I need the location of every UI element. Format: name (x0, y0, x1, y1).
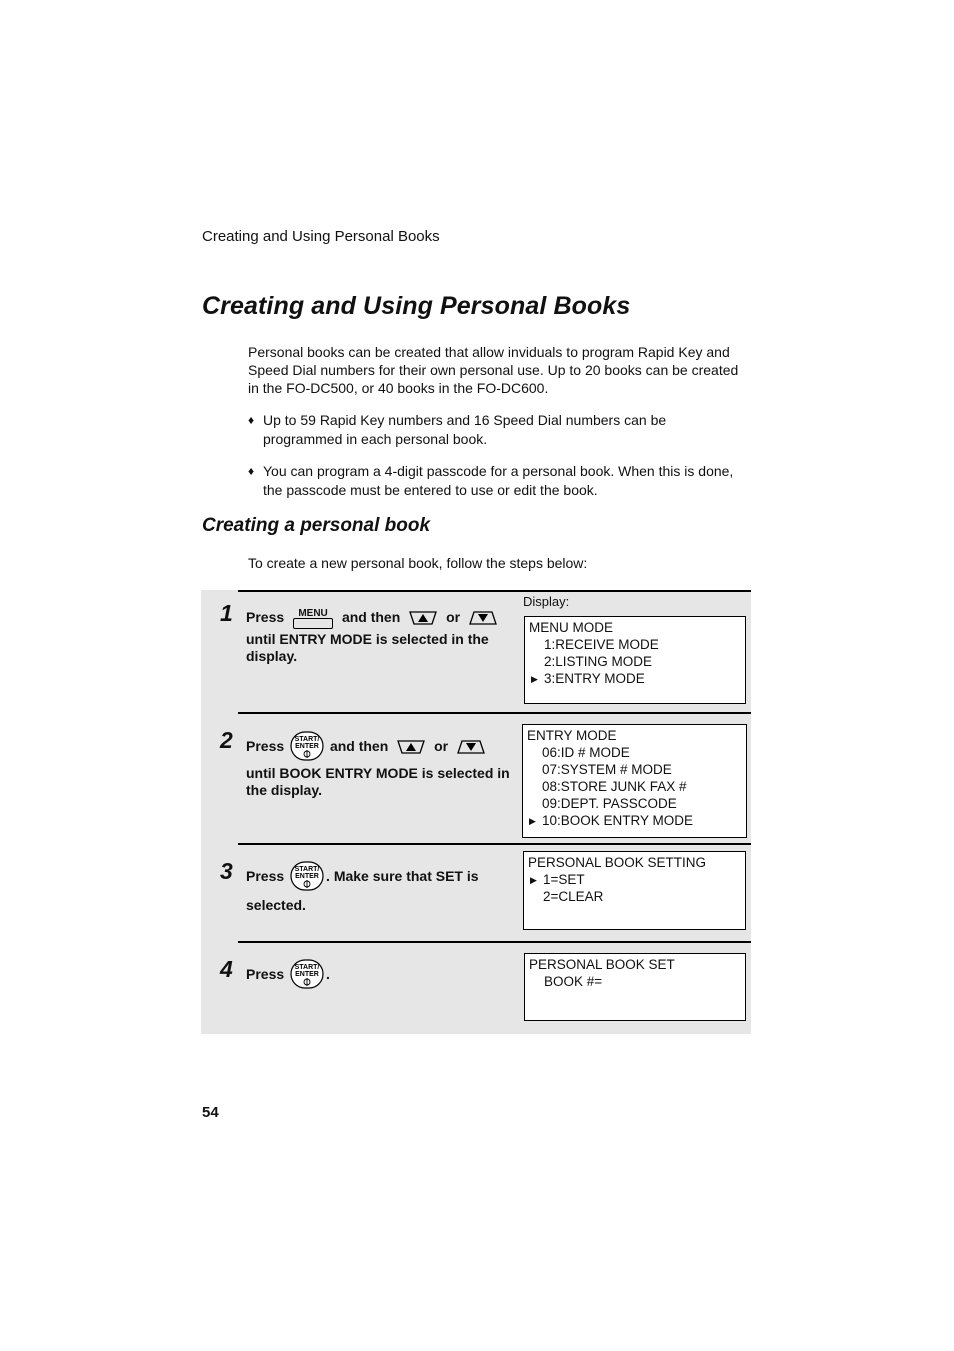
step-text-or: or (446, 609, 461, 625)
selection-arrow-icon: ▶ (529, 816, 536, 826)
up-arrow-key-icon (408, 609, 438, 627)
svg-text:START/: START/ (294, 964, 320, 971)
start-enter-key-icon (290, 861, 324, 891)
lcd-line-selected: ▶ 1=SET (530, 872, 585, 887)
bullet-icon: ♦ (248, 413, 255, 427)
step-text-after: . Make sure that SET is (326, 868, 479, 884)
step-text-until: until BOOK ENTRY MODE is selected in the display. (246, 765, 510, 798)
lcd-title: ENTRY MODE (527, 728, 617, 743)
svg-text:ENTER: ENTER (295, 873, 319, 880)
menu-key-label: MENU (298, 608, 328, 619)
selection-arrow-icon: ▶ (530, 875, 537, 885)
svg-text:ENTER: ENTER (295, 743, 319, 750)
bullet-text: You can program a 4-digit passcode for a personal book. When this is done, the passcode must be entered to use or edit the book. (263, 463, 734, 498)
bullet-item (248, 411, 748, 449)
page-number: 54 (202, 1104, 219, 1121)
step-4-instructions (246, 959, 511, 989)
lcd-title: PERSONAL BOOK SETTING (528, 855, 707, 870)
section-subtitle: Creating a personal book (202, 515, 431, 536)
step-text-and-then: and then (329, 738, 389, 754)
step-2-instructions (246, 731, 511, 799)
step-text-press: Press (246, 609, 285, 625)
lcd-line: 08:STORE JUNK FAX # (542, 779, 687, 794)
intro-paragraph: Personal books can be created that allow inviduals to program Rapid Key and Speed Dial numbers for their own personal use. Up to 20 books can be created in the FO-DC500, or 40 books in the FO-DC600. (248, 344, 739, 396)
step-divider (238, 941, 751, 943)
up-arrow-key-icon (396, 738, 426, 756)
down-arrow-key-icon (456, 738, 486, 756)
lcd-line-selected: ▶ 3:ENTRY MODE (531, 671, 645, 686)
lcd-line: BOOK #= (544, 974, 603, 989)
lcd-line: 07:SYSTEM # MODE (542, 762, 672, 777)
lcd-display (524, 953, 746, 1021)
lcd-display (524, 616, 746, 704)
step-1-instructions (246, 605, 511, 665)
lcd-display (522, 724, 747, 838)
running-header: Creating and Using Personal Books (202, 228, 440, 245)
step-number: 1 (220, 600, 233, 626)
lcd-line: 2:LISTING MODE (544, 654, 653, 669)
step-3-instructions (246, 861, 511, 914)
page-title: Creating and Using Personal Books (202, 292, 631, 320)
step-number: 2 (220, 727, 233, 753)
lcd-line: 06:ID # MODE (542, 745, 630, 760)
lcd-title: MENU MODE (529, 620, 613, 635)
step-divider (238, 590, 751, 592)
step-number: 3 (220, 858, 233, 884)
step-text-until: until ENTRY MODE is selected in the display. (246, 631, 489, 664)
step-text-after: . (326, 966, 330, 982)
step-divider (238, 712, 751, 714)
lcd-line: 1:RECEIVE MODE (544, 637, 659, 652)
steps-intro: To create a new personal book, follow the steps below: (248, 555, 588, 571)
lcd-line: 2=CLEAR (543, 889, 604, 904)
step-text-press: Press (246, 966, 285, 982)
lcd-line-selected: ▶ 10:BOOK ENTRY MODE (529, 813, 694, 828)
lcd-title: PERSONAL BOOK SET (529, 957, 675, 972)
step-text-press: Press (246, 738, 285, 754)
bullet-item (248, 462, 748, 500)
step-number: 4 (220, 956, 233, 982)
display-label: Display: (523, 594, 570, 609)
step-text-press: Press (246, 868, 285, 884)
svg-text:START/: START/ (294, 866, 320, 873)
step-divider (238, 843, 751, 845)
svg-text:START/: START/ (294, 736, 320, 743)
lcd-display (523, 851, 746, 930)
selection-arrow-icon: ▶ (531, 674, 538, 684)
lcd-line: 09:DEPT. PASSCODE (542, 796, 677, 811)
start-enter-key-icon (290, 731, 324, 761)
step-text-cont: selected. (246, 897, 306, 913)
start-enter-key-icon (290, 959, 324, 989)
svg-text:ENTER: ENTER (295, 971, 319, 978)
down-arrow-key-icon (468, 609, 498, 627)
step-text-or: or (434, 738, 449, 754)
bullet-text: Up to 59 Rapid Key numbers and 16 Speed Dial numbers can be programmed in each personal book. (263, 412, 667, 447)
menu-key-icon (293, 605, 333, 629)
step-text-and-then: and then (341, 609, 401, 625)
bullet-icon: ♦ (248, 464, 255, 478)
